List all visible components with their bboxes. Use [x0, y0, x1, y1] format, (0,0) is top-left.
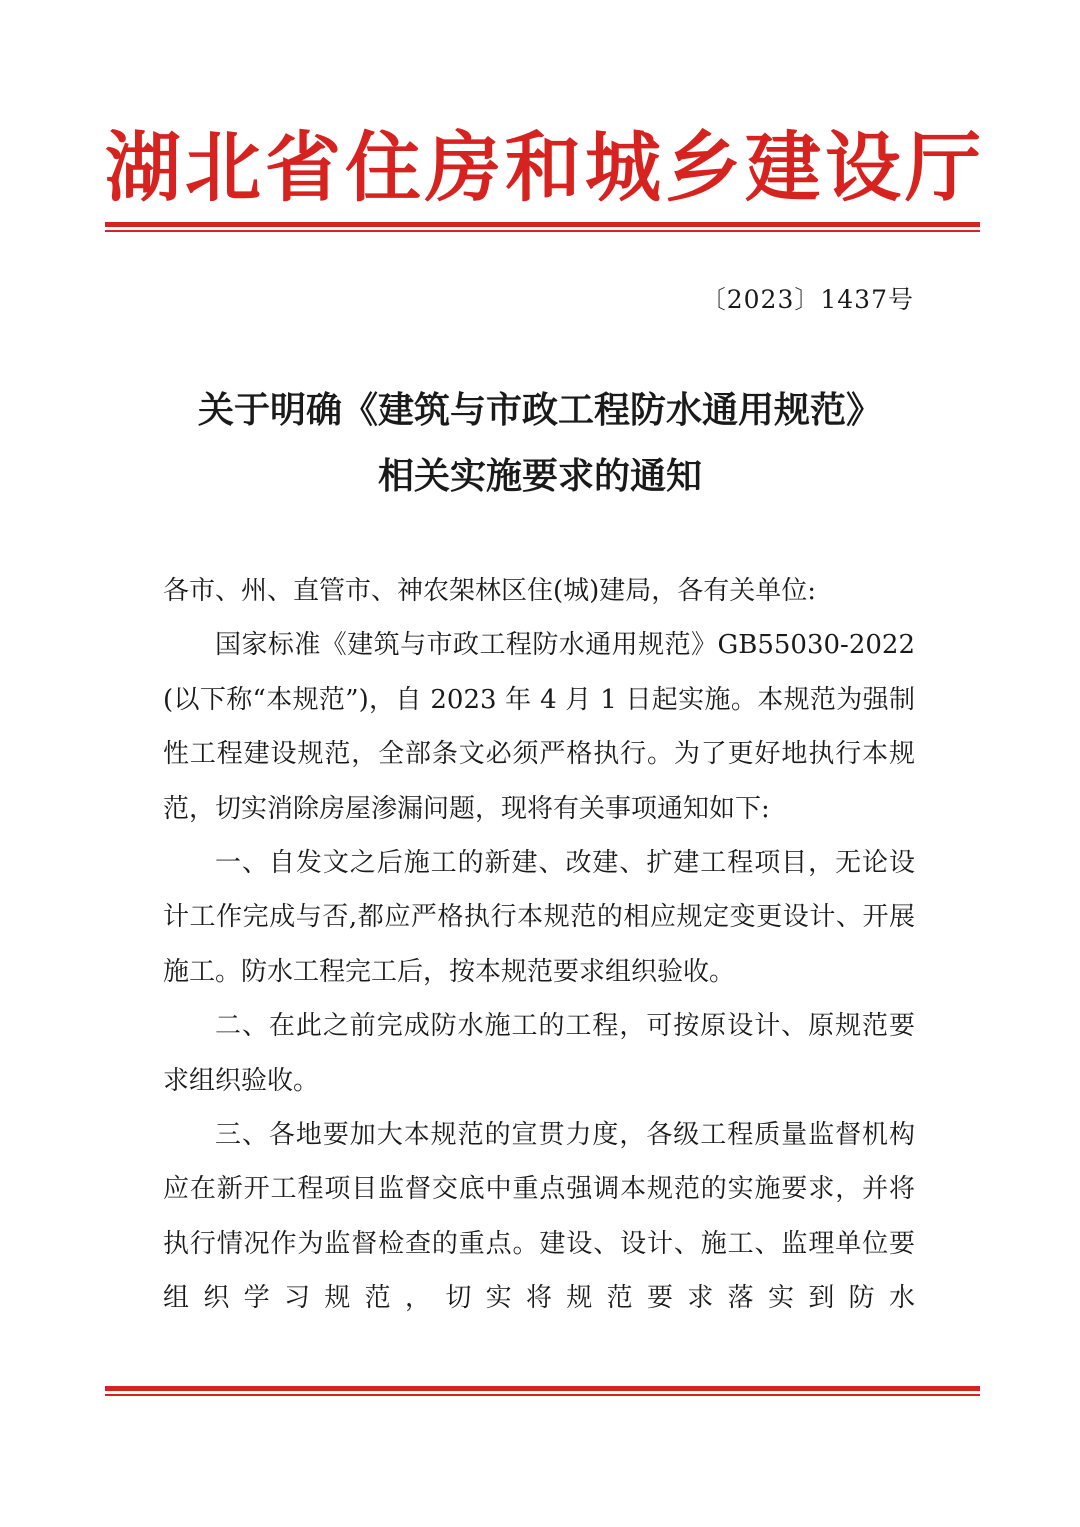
- red-rule-bottom: [105, 1386, 980, 1396]
- document-title-line-2: 相关实施要求的通知: [377, 456, 702, 497]
- document-title: [140, 378, 940, 510]
- agency-title: 湖北省住房和城乡建设厅: [105, 123, 985, 212]
- red-rule-top: [105, 222, 980, 232]
- body-paragraph: 一、自发文之后施工的新建、改建、扩建工程项目，无论设计工作完成与否,都应严格执行本规范的相应规定变更设计、开展施工。防水工程完工后，按本规范要求组织验收。: [163, 848, 915, 987]
- body-paragraph: 国家标准《建筑与市政工程防水通用规范》GB55030-2022(以下称“本规范”)，自 2023 年 4 月 1 日起实施。本规范为强制性工程建设规范，全部条文必须严格执行。为了更好地执行本规范，切实消除房屋渗漏问题，现将有关事项通知如下:: [163, 630, 915, 824]
- document-body: [163, 564, 915, 1326]
- body-paragraph: 二、在此之前完成防水施工的工程，可按原设计、原规范要求组织验收。: [163, 1011, 915, 1096]
- salutation: 各市、州、直管市、神农架林区住(城)建局，各有关单位:: [163, 576, 817, 606]
- document-number: 〔2023〕1437号: [700, 285, 914, 314]
- body-paragraph: 三、各地要加大本规范的宣贯力度，各级工程质量监督机构应在新开工程项目监督交底中重点强调本规范的实施要求，并将执行情况作为监督检查的重点。建设、设计、施工、监理单位要组织学习规范，切实将规范要求落实到防水: [163, 1120, 915, 1314]
- document-title-line-1: 关于明确《建筑与市政工程防水通用规范》: [197, 390, 882, 431]
